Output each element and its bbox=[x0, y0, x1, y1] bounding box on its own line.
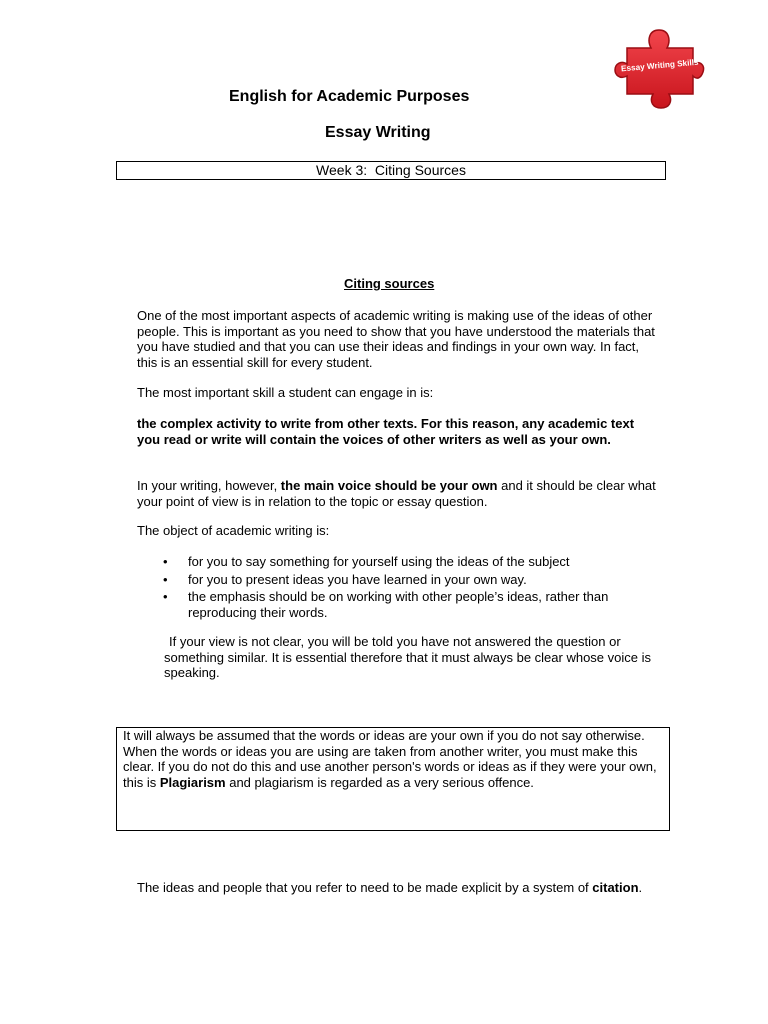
bullet-text: for you to present ideas you have learned in your own way. bbox=[188, 571, 527, 587]
plagiarism-note-box bbox=[116, 727, 670, 831]
clarity-paragraph: If your view is not clear, you will be told you have not answered the question or something similar. It is essential therefore that it must always be clear whose voice is speaking. bbox=[164, 634, 651, 680]
citation-text-after: . bbox=[638, 880, 643, 895]
citation-paragraph bbox=[137, 880, 657, 896]
main-voice-text-before: In your writing, however, bbox=[137, 478, 281, 493]
intro-paragraph: One of the most important aspects of academic writing is making use of the ideas of other people. This is important as you need to show that you have understood the materials that you have studied and that you can use their ideas and findings in your own way. In fact, this is an essential skill for every student. bbox=[137, 308, 655, 370]
main-voice-paragraph bbox=[137, 478, 657, 509]
note-text-before: It will always be assumed that the words or ideas are your own if you do not say otherwise. When the words or ideas you are using are taken from another writer, you must make this clear. If you do not do this and use another person's words or ideas as if they were your own, this is bbox=[123, 728, 657, 790]
skill-statement: the complex activity to write from other texts. For this reason, any academic text you read or write will contain the voices of other writers as well as your own. bbox=[137, 416, 635, 447]
bullet-icon: • bbox=[163, 589, 168, 604]
citation-term: citation bbox=[592, 880, 639, 895]
skill-paragraph: The most important skill a student can engage in is: bbox=[137, 385, 434, 400]
course-title: English for Academic Purposes bbox=[229, 88, 470, 105]
note-text-after: and plagiarism is regarded as a very serious offence. bbox=[225, 774, 534, 790]
main-voice-emphasis: the main voice should be your own bbox=[280, 478, 498, 493]
object-bullet-list bbox=[137, 554, 657, 622]
bullet-icon: • bbox=[163, 571, 168, 587]
list-item bbox=[137, 554, 657, 570]
citation-text-before: The ideas and people that you refer to need to be made explicit by a system of bbox=[137, 880, 593, 895]
essay-writing-skills-logo bbox=[613, 18, 705, 110]
plagiarism-term: Plagiarism bbox=[159, 774, 226, 790]
logo-text: Essay Writing Skills bbox=[620, 57, 699, 74]
week-label: Week 3: Citing Sources bbox=[316, 162, 466, 178]
section-heading: Citing sources bbox=[344, 276, 435, 291]
bullet-icon: • bbox=[163, 554, 168, 569]
puzzle-piece-icon bbox=[613, 18, 705, 110]
list-item bbox=[137, 572, 657, 588]
list-item bbox=[137, 589, 657, 620]
week-banner bbox=[116, 161, 666, 180]
bullet-text: for you to say something for yourself using the ideas of the subject bbox=[188, 554, 570, 569]
main-voice-text-after: and it should be clear what your point of view is in relation to the topic or essay question. bbox=[137, 478, 656, 509]
document-subtitle: Essay Writing bbox=[325, 124, 431, 141]
object-paragraph: The object of academic writing is: bbox=[137, 523, 330, 538]
bullet-text: the emphasis should be on working with other people’s ideas, rather than reproducing their words. bbox=[188, 589, 609, 620]
